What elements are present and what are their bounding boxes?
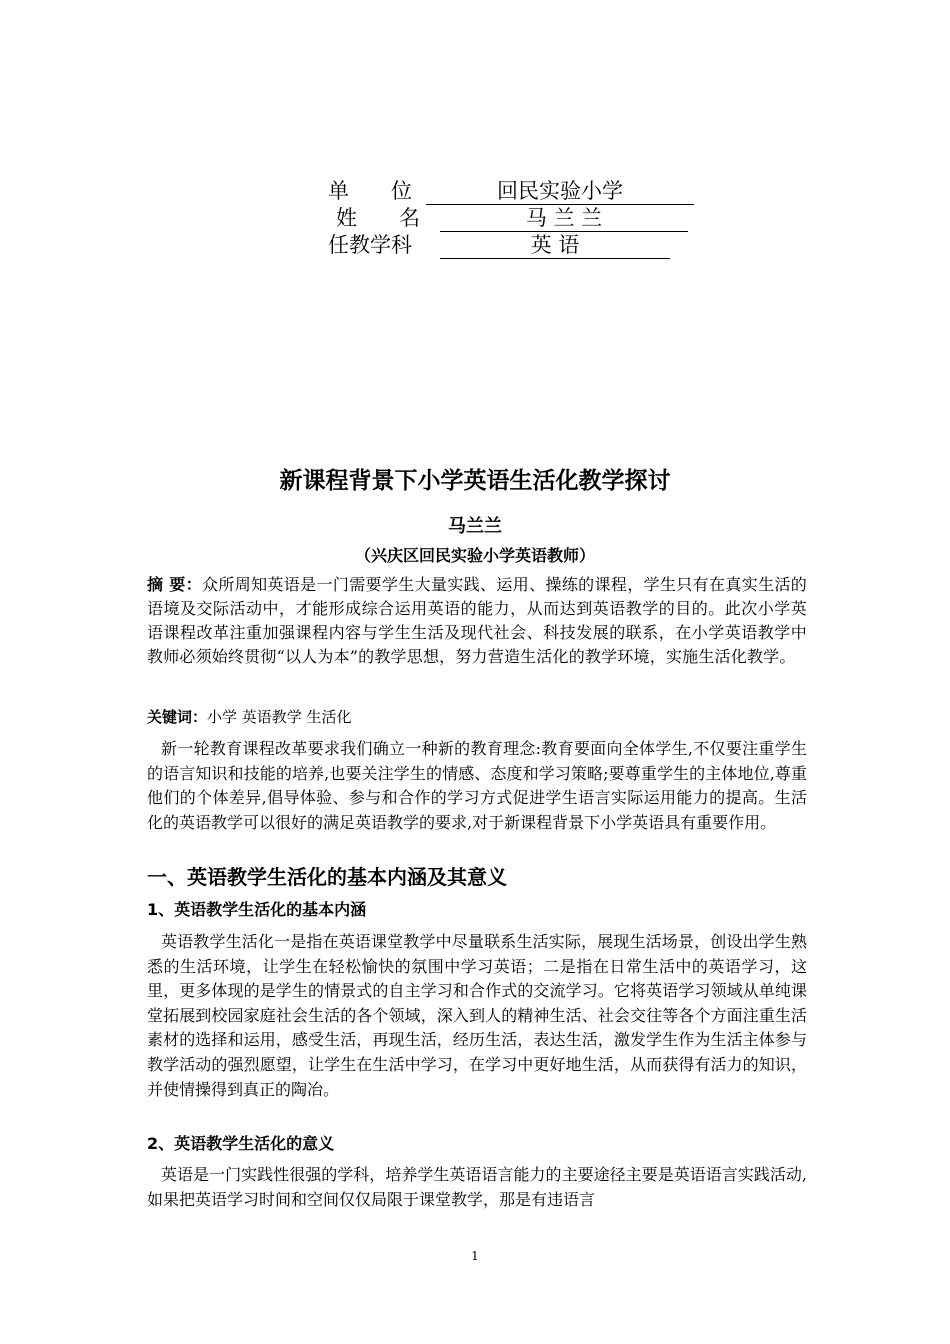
article-title: 新课程背景下小学英语生活化教学探讨 [279, 468, 671, 494]
name-label: 姓 名 [336, 206, 420, 230]
subject-value: 英 语 [440, 232, 670, 259]
keywords [147, 706, 807, 728]
subject-label: 任教学科 [328, 233, 412, 257]
subsection-heading-1-1: 1、英语教学生活化的基本内涵 [147, 900, 367, 919]
name-value: 马 兰 兰 [440, 205, 688, 232]
author-name: 马兰兰 [448, 516, 502, 537]
subsection-heading-1-2: 2、英语教学生活化的意义 [147, 1134, 335, 1153]
keywords-label: 关键词： [147, 708, 208, 726]
abstract [147, 573, 807, 669]
page-number: 1 [471, 1249, 479, 1263]
abstract-text: 众所周知英语是一门需要学生大量实践、运用、操练的课程，学生只有在真实生活的语境及交际活动中，才能形成综合运用英语的能力，从而达到英语教学的目的。此次小学英语课程改革注重加强课程内容与学生生活及现代社会、科技发展的联系，在小学英语教学中教师必须始终贯彻“以人为本”的教学思想，努力营造生活化的教学环境，实施生活化教学。 [147, 575, 807, 666]
unit-value: 回民实验小学 [426, 178, 694, 205]
section-paragraph-1-1: 英语教学生活化一是指在英语课堂教学中尽量联系生活实际，展现生活场景，创设出学生熟悉的生活环境，让学生在轻松愉快的氛围中学习英语；二是指在日常生活中的英语学习，这里，更多体现的是学生的情景式的自主学习和合作式的交流学习。它将英语学习领域从单纯课堂拓展到校园家庭社会生活的各个领域，深入到人的精神生活、社会交往等各个方面注重生活素材的选择和运用，感受生活，再现生活，经历生活，表达生活，激发学生作为生活主体参与教学活动的强烈愿望，让学生在生活中学习，在学习中更好地生活，从而获得有活力的知识，并使情操得到真正的陶冶。 [147, 932, 807, 1099]
unit-label: 单 位 [328, 179, 412, 203]
section-heading-1: 一、英语教学生活化的基本内涵及其意义 [147, 865, 507, 889]
author-affiliation: （兴庆区回民实验小学英语教师） [354, 546, 595, 565]
section-paragraph-1-2: 英语是一门实践性很强的学科，培养学生英语语言能力的主要途径主要是英语语言实践活动,如果把英语学习时间和空间仅仅局限于课堂教学，那是有违语言 [147, 1165, 807, 1209]
abstract-label: 摘 要： [147, 575, 202, 594]
keywords-text: 小学 英语教学 生活化 [207, 708, 352, 726]
intro-paragraph: 新一轮教育课程改革要求我们确立一种新的教育理念:教育要面向全体学生,不仅要注重学生的语言知识和技能的培养,也要关注学生的情感、态度和学习策略;要尊重学生的主体地位,尊重他们的个体差异,倡导体验、参与和合作的学习方式促进学生语言实际运用能力的提高。生活化的英语教学可以很好的满足英语教学的要求,对于新课程背景下小学英语具有重要作用。 [147, 739, 807, 832]
